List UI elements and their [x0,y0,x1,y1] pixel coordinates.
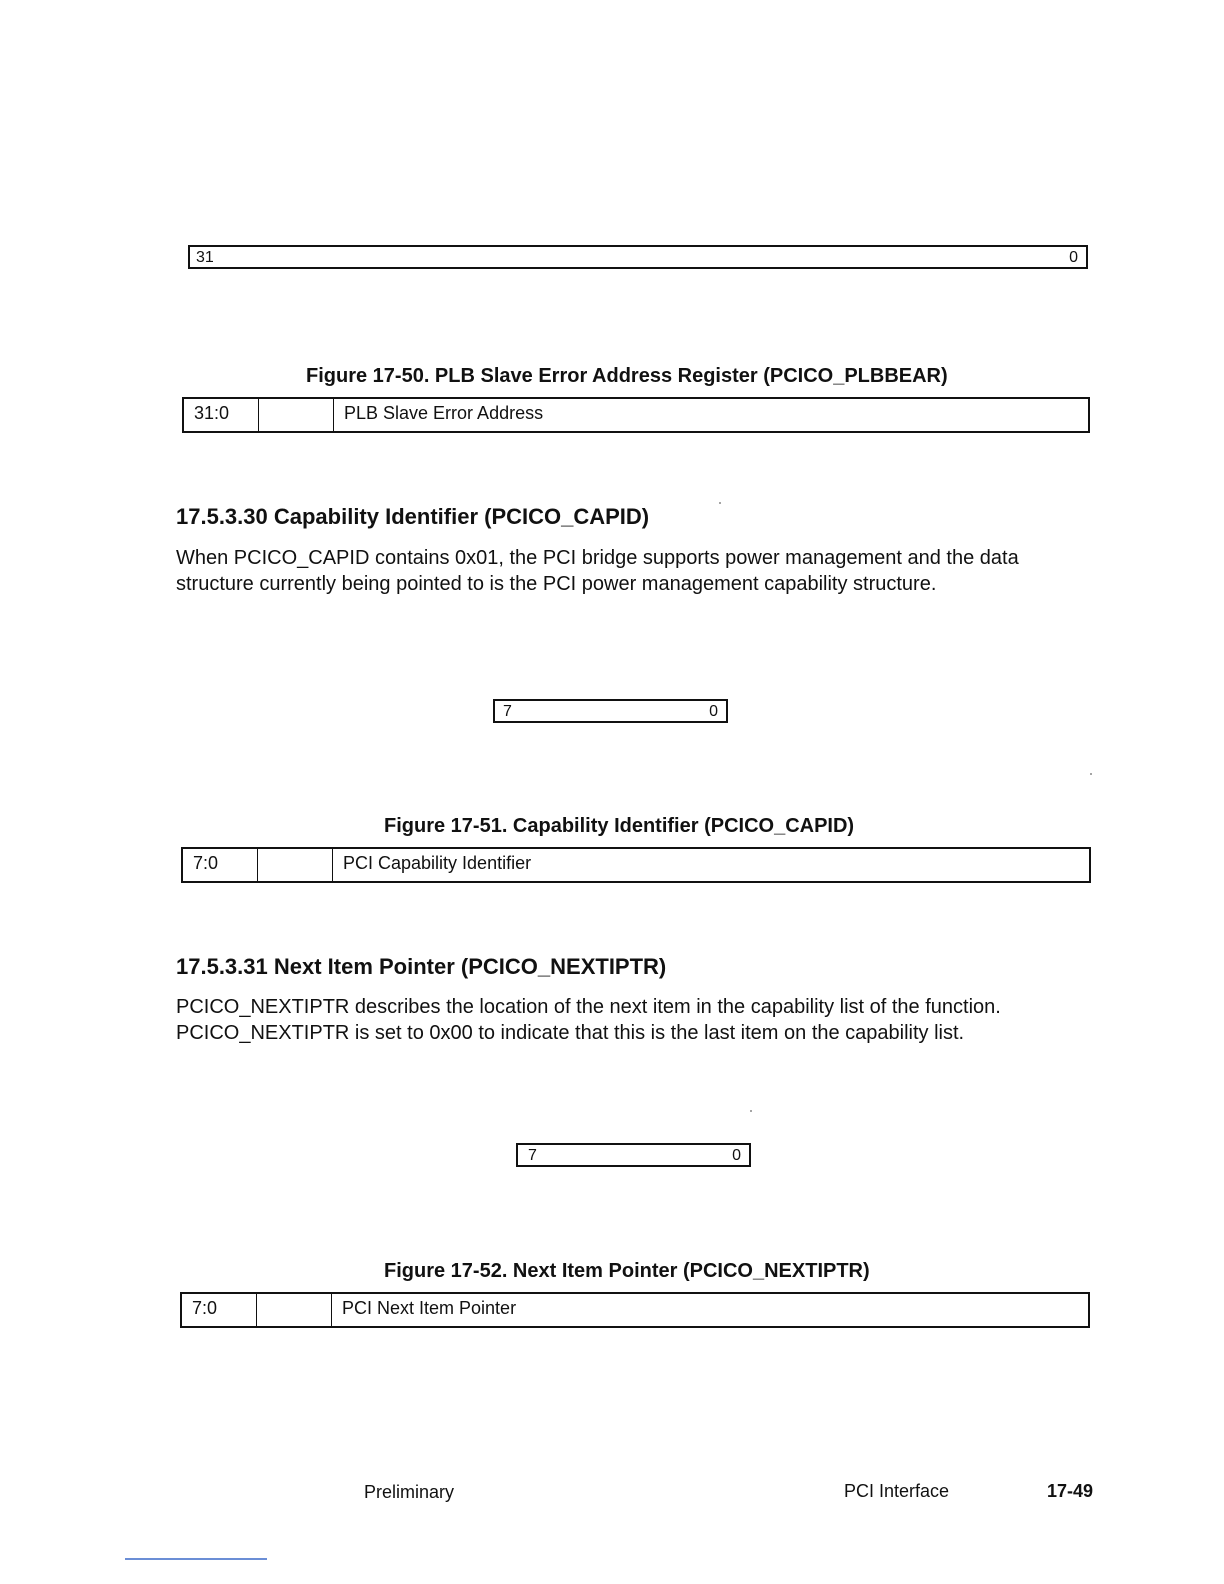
section-paragraph-capid [176,545,1076,597]
field-table-capid [181,847,1091,883]
field-bits: 7:0 [192,1298,218,1318]
scan-speck [719,502,721,504]
paragraph-line: PCICO_NEXTIPTR describes the location of the next item in the capability list of the function. [176,996,1001,1018]
section-heading-nextiptr: 17.5.3.31 Next Item Pointer (PCICO_NEXTIPTR) [176,954,667,979]
field-description: PCI Next Item Pointer [332,1293,1090,1327]
register-diagram-nextiptr [516,1143,751,1167]
footer-page-number: 17-49 [1047,1481,1094,1501]
register-high-bit: 31 [196,249,214,266]
paragraph-line: structure currently being pointed to is the PCI power management capability structure. [176,573,937,595]
register-low-bit: 0 [732,1147,741,1164]
scan-artifact-line [125,1558,267,1560]
field-bits: 7:0 [193,853,219,873]
figure-caption-17-50: Figure 17-50. PLB Slave Error Address Register (PCICO_PLBBEAR) [306,365,948,387]
section-paragraph-nextiptr [176,994,1076,1046]
field-description: PCI Capability Identifier [333,848,1091,882]
figure-caption-17-52: Figure 17-52. Next Item Pointer (PCICO_NEXTIPTR) [384,1260,870,1282]
register-diagram-plbbear [188,245,1088,269]
register-high-bit: 7 [528,1147,537,1164]
footer-preliminary: Preliminary [364,1482,455,1502]
field-access [257,1293,332,1327]
paragraph-line: When PCICO_CAPID contains 0x01, the PCI bridge supports power management and the data [176,547,1019,569]
field-access [259,398,334,432]
register-low-bit: 0 [1069,249,1078,266]
field-description: PLB Slave Error Address [334,398,1090,432]
field-bits: 31:0 [194,403,230,423]
scan-speck [750,1110,752,1112]
paragraph-line: PCICO_NEXTIPTR is set to 0x00 to indicate that this is the last item on the capability list. [176,1022,965,1044]
field-table-plbbear [182,397,1090,433]
field-table-nextiptr [180,1292,1090,1328]
section-heading-capid: 17.5.3.30 Capability Identifier (PCICO_CAPID) [176,504,650,529]
register-low-bit: 0 [709,703,718,720]
figure-caption-17-51: Figure 17-51. Capability Identifier (PCICO_CAPID) [384,815,855,837]
register-diagram-capid [493,699,728,723]
scan-speck [1090,773,1092,775]
field-access [258,848,333,882]
footer-chapter-title: PCI Interface [844,1481,950,1501]
register-high-bit: 7 [503,703,512,720]
